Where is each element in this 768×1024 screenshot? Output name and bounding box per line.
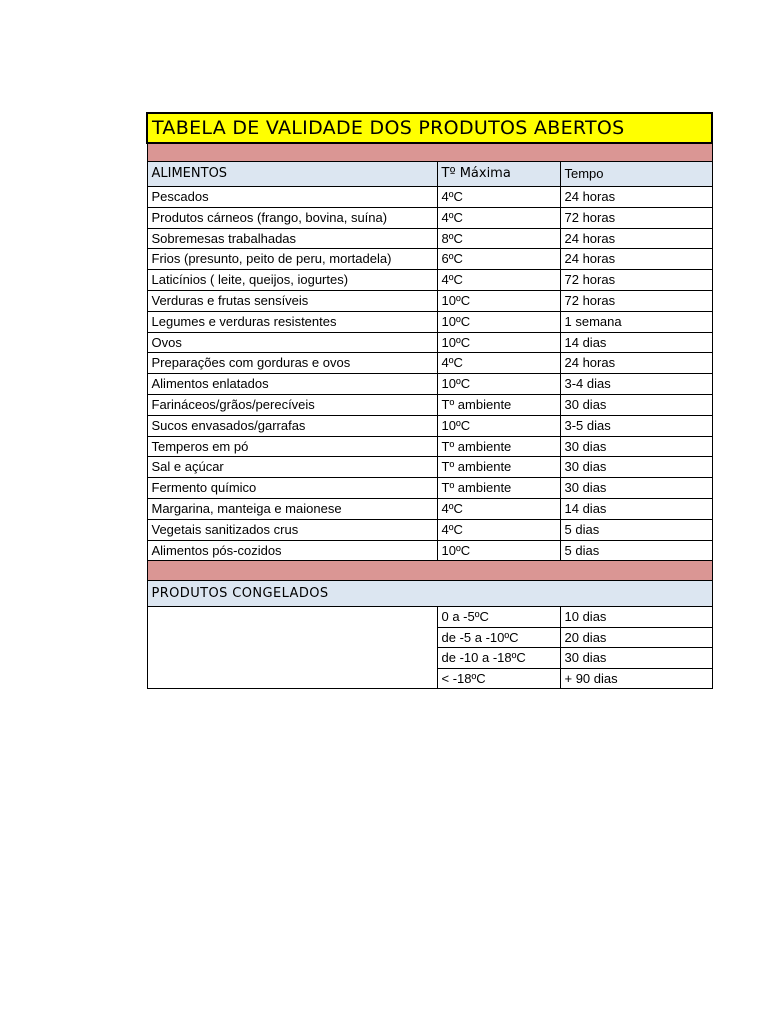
max-temp-cell: 4ºC xyxy=(437,519,560,540)
table-row xyxy=(147,353,712,374)
table-row xyxy=(147,311,712,332)
time-cell: 24 horas xyxy=(560,228,712,249)
max-temp-cell: 10ºC xyxy=(437,540,560,561)
food-cell: Produtos cárneos (frango, bovina, suína) xyxy=(147,207,437,228)
max-temp-cell: 10ºC xyxy=(437,374,560,395)
table-row xyxy=(147,187,712,208)
food-cell: Pescados xyxy=(147,187,437,208)
time-cell: 24 horas xyxy=(560,187,712,208)
frozen-blank-cell xyxy=(147,607,437,689)
time-cell: 24 horas xyxy=(560,249,712,270)
time-cell: 72 horas xyxy=(560,207,712,228)
time-cell: 30 dias xyxy=(560,436,712,457)
food-cell: Ovos xyxy=(147,332,437,353)
table-title: TABELA DE VALIDADE DOS PRODUTOS ABERTOS xyxy=(147,113,712,143)
time-cell: 3-5 dias xyxy=(560,415,712,436)
table-row xyxy=(147,498,712,519)
food-cell: Legumes e verduras resistentes xyxy=(147,311,437,332)
table-row xyxy=(147,228,712,249)
food-cell: Sobremesas trabalhadas xyxy=(147,228,437,249)
separator-band-cell xyxy=(147,561,712,581)
table-row xyxy=(147,249,712,270)
frozen-temp-cell: < -18ºC xyxy=(437,668,560,689)
food-cell: Temperos em pó xyxy=(147,436,437,457)
food-cell: Preparações com gorduras e ovos xyxy=(147,353,437,374)
table-row xyxy=(147,519,712,540)
table-row xyxy=(147,457,712,478)
max-temp-cell: 10ºC xyxy=(437,290,560,311)
table-row xyxy=(147,374,712,395)
max-temp-cell: Tº ambiente xyxy=(437,394,560,415)
time-cell: 5 dias xyxy=(560,519,712,540)
food-cell: Vegetais sanitizados crus xyxy=(147,519,437,540)
frozen-temp-cell: 0 a -5ºC xyxy=(437,607,560,628)
header-time: Tempo xyxy=(560,162,712,187)
time-cell: 14 dias xyxy=(560,332,712,353)
header-food: ALIMENTOS xyxy=(147,162,437,187)
food-cell: Alimentos pós-cozidos xyxy=(147,540,437,561)
food-cell: Alimentos enlatados xyxy=(147,374,437,395)
separator-band-cell xyxy=(147,143,712,162)
max-temp-cell: 10ºC xyxy=(437,311,560,332)
validity-table xyxy=(146,112,713,689)
header-max-temp: Tº Máxima xyxy=(437,162,560,187)
frozen-time-cell: 30 dias xyxy=(560,648,712,669)
time-cell: 72 horas xyxy=(560,290,712,311)
time-cell: 3-4 dias xyxy=(560,374,712,395)
title-row xyxy=(147,113,712,143)
max-temp-cell: 4ºC xyxy=(437,498,560,519)
food-cell: Margarina, manteiga e maionese xyxy=(147,498,437,519)
food-cell: Frios (presunto, peito de peru, mortadela) xyxy=(147,249,437,270)
frozen-section-header xyxy=(147,581,712,607)
table-row xyxy=(147,394,712,415)
separator-band-top xyxy=(147,143,712,162)
max-temp-cell: 4ºC xyxy=(437,207,560,228)
time-cell: 14 dias xyxy=(560,498,712,519)
table-row xyxy=(147,332,712,353)
food-cell: Sucos envasados/garrafas xyxy=(147,415,437,436)
max-temp-cell: 10ºC xyxy=(437,415,560,436)
food-cell: Sal e açúcar xyxy=(147,457,437,478)
food-cell: Laticínios ( leite, queijos, iogurtes) xyxy=(147,270,437,291)
frozen-time-cell: + 90 dias xyxy=(560,668,712,689)
max-temp-cell: 10ºC xyxy=(437,332,560,353)
max-temp-cell: 4ºC xyxy=(437,353,560,374)
max-temp-cell: 8ºC xyxy=(437,228,560,249)
frozen-temp-cell: de -5 a -10ºC xyxy=(437,627,560,648)
max-temp-cell: 4ºC xyxy=(437,270,560,291)
frozen-time-cell: 10 dias xyxy=(560,607,712,628)
table-row xyxy=(147,478,712,499)
time-cell: 1 semana xyxy=(560,311,712,332)
food-cell: Farináceos/grãos/perecíveis xyxy=(147,394,437,415)
frozen-time-cell: 20 dias xyxy=(560,627,712,648)
table-row xyxy=(147,207,712,228)
frozen-row xyxy=(147,607,712,628)
frozen-section-title: PRODUTOS CONGELADOS xyxy=(147,581,712,607)
separator-band-middle xyxy=(147,561,712,581)
frozen-temp-cell: de -10 a -18ºC xyxy=(437,648,560,669)
time-cell: 30 dias xyxy=(560,478,712,499)
max-temp-cell: Tº ambiente xyxy=(437,457,560,478)
food-cell: Fermento químico xyxy=(147,478,437,499)
validity-sheet xyxy=(146,112,711,689)
column-header-row xyxy=(147,162,712,187)
table-row xyxy=(147,290,712,311)
table-row xyxy=(147,415,712,436)
time-cell: 24 horas xyxy=(560,353,712,374)
time-cell: 72 horas xyxy=(560,270,712,291)
time-cell: 5 dias xyxy=(560,540,712,561)
max-temp-cell: 4ºC xyxy=(437,187,560,208)
table-row xyxy=(147,436,712,457)
table-row xyxy=(147,270,712,291)
max-temp-cell: 6ºC xyxy=(437,249,560,270)
max-temp-cell: Tº ambiente xyxy=(437,436,560,457)
table-row xyxy=(147,540,712,561)
food-cell: Verduras e frutas sensíveis xyxy=(147,290,437,311)
time-cell: 30 dias xyxy=(560,457,712,478)
time-cell: 30 dias xyxy=(560,394,712,415)
max-temp-cell: Tº ambiente xyxy=(437,478,560,499)
